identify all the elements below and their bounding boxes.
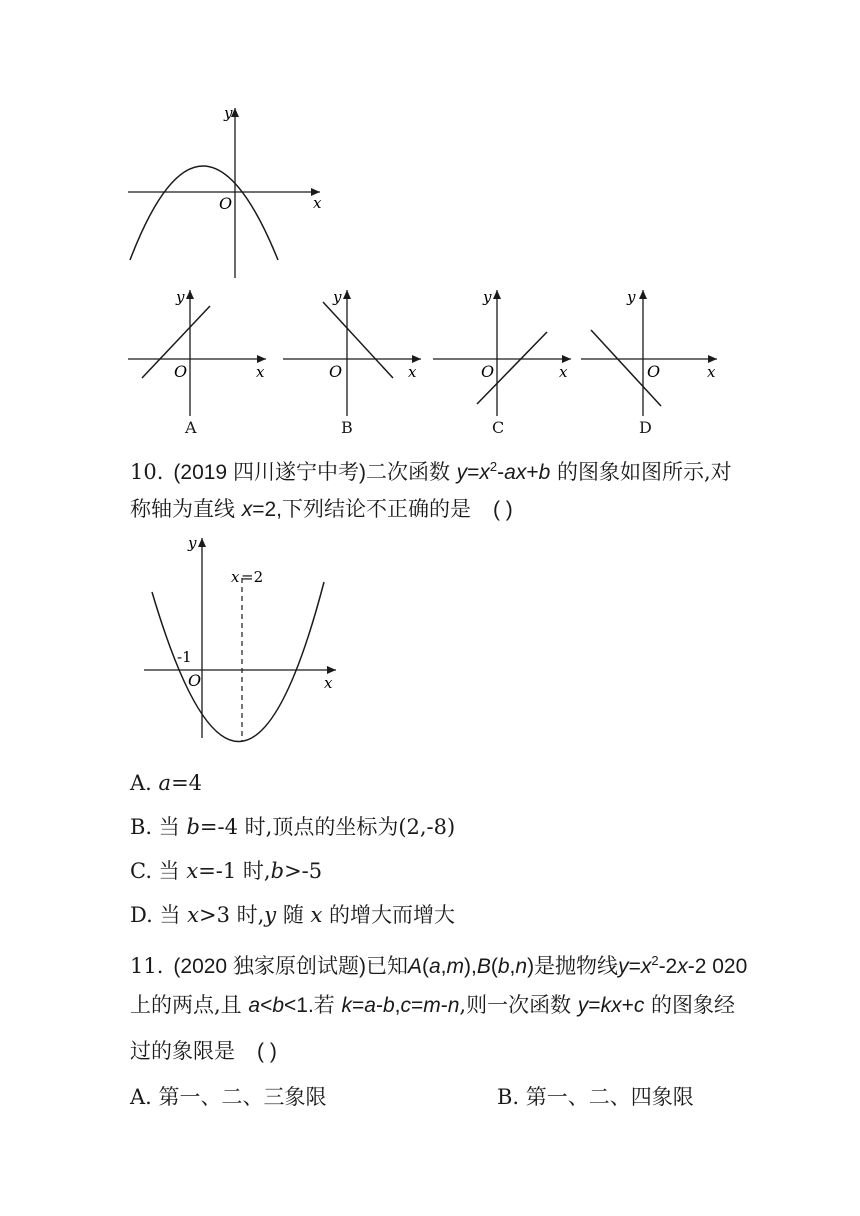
q11-answer-blank: ( ) bbox=[257, 1040, 277, 1063]
option-c-label: C bbox=[492, 418, 505, 437]
svg-text:O: O bbox=[174, 362, 188, 381]
option-graph-b bbox=[283, 288, 428, 438]
svg-text:O: O bbox=[481, 362, 495, 381]
y-axis-label: y bbox=[224, 104, 233, 122]
q10-option-b: B. 当 b=-4 时,顶点的坐标为(2,-8) bbox=[130, 815, 456, 839]
svg-text:y: y bbox=[176, 288, 185, 306]
option-graph-a bbox=[128, 288, 273, 438]
q10-option-a: A. a=4 bbox=[130, 771, 203, 795]
svg-text:y: y bbox=[188, 534, 197, 552]
q10-stem-d: 下列结论不正确的是 bbox=[281, 497, 471, 521]
svg-text:x: x bbox=[231, 568, 240, 586]
q11-source: (2020 独家原创试题) bbox=[173, 955, 366, 978]
option-b-label: B bbox=[341, 418, 353, 437]
q10-stem-c: 称轴为直线 bbox=[130, 497, 242, 521]
svg-text:=2: =2 bbox=[241, 568, 264, 586]
parabola-curve bbox=[130, 166, 278, 260]
svg-text:x: x bbox=[256, 363, 265, 381]
q11-number: 11. bbox=[130, 954, 164, 978]
svg-text:x: x bbox=[559, 363, 568, 381]
q10-answer-blank: ( ) bbox=[492, 498, 513, 521]
q10-number: 10. bbox=[130, 460, 164, 484]
top-parabola-figure bbox=[120, 100, 340, 285]
svg-text:y: y bbox=[627, 288, 636, 306]
q11-line-3: 过的象限是 ( ) bbox=[130, 1039, 277, 1063]
q11-line-1: 11. (2020 独家原创试题)已知A(a,m),B(b,n)是抛物线$y=x^2-2x-2$ 020 bbox=[130, 953, 748, 978]
origin-label: O bbox=[219, 194, 233, 213]
q11-option-a: A. 第一、二、三象限 bbox=[130, 1085, 327, 1109]
option-a-label: A bbox=[185, 418, 197, 437]
svg-text:-1: -1 bbox=[177, 648, 192, 666]
svg-text:O: O bbox=[188, 671, 202, 690]
q10-option-c: C. 当 x=-1 时,b>-5 bbox=[130, 859, 323, 883]
q11-line-2: 上的两点,且 a<b<1.若 k=a-b,c=m-n,则一次函数 y=kx+c 的图象经 bbox=[130, 993, 736, 1017]
q10-line-1: 10. (2019 四川遂宁中考)二次函数 $y=x^2-ax+b$ 的图象如图所示,对 bbox=[130, 459, 732, 484]
svg-text:x: x bbox=[707, 363, 716, 381]
q10-parabola-figure bbox=[140, 530, 350, 750]
svg-text:x: x bbox=[408, 363, 417, 381]
x-axis-label: x bbox=[313, 194, 322, 212]
q11-option-b: B. 第一、二、四象限 bbox=[497, 1085, 694, 1109]
option-d-label: D bbox=[639, 418, 652, 437]
option-graph-d bbox=[581, 288, 726, 438]
option-graph-c bbox=[433, 288, 578, 438]
q10-stem-a: 二次函数 bbox=[365, 460, 457, 484]
q10-source: (2019 四川遂宁中考) bbox=[173, 461, 366, 484]
q10-stem-b: 的图象如图所示,对 bbox=[550, 460, 732, 484]
svg-text:x: x bbox=[324, 674, 333, 692]
svg-text:y: y bbox=[333, 288, 342, 306]
svg-text:y: y bbox=[483, 288, 492, 306]
q10-option-d: D. 当 x>3 时,y 随 x 的增大而增大 bbox=[130, 903, 456, 927]
svg-text:O: O bbox=[647, 362, 661, 381]
svg-text:O: O bbox=[329, 362, 343, 381]
q10-line-2: 称轴为直线 x=2,下列结论不正确的是 ( ) bbox=[130, 497, 513, 521]
